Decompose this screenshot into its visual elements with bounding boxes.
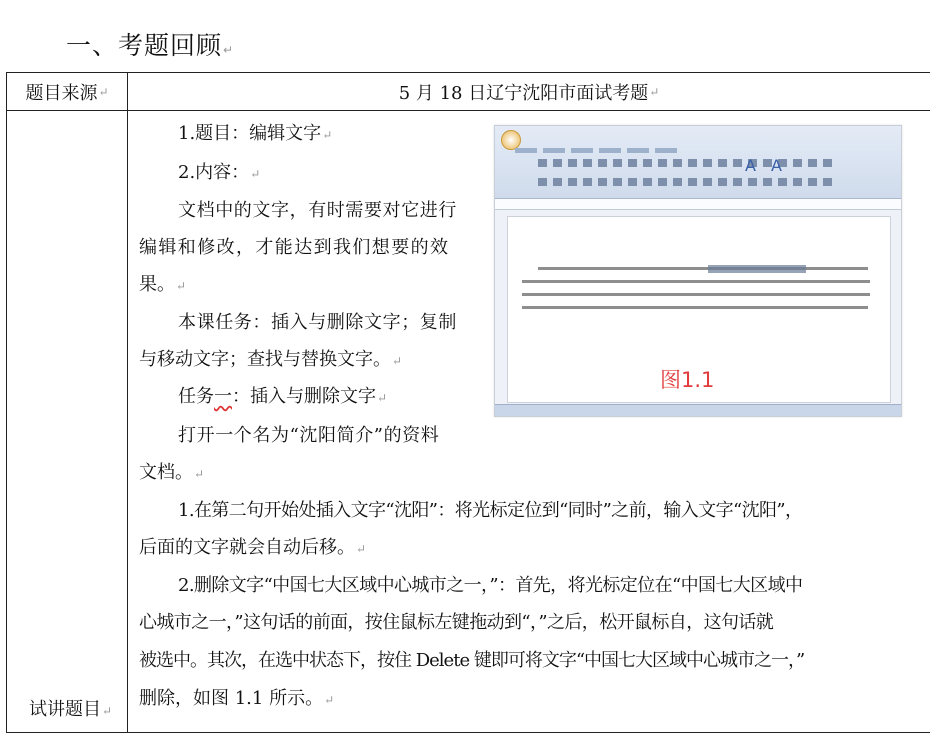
body-line: 与移动文字；查找与替换文字。↵ (139, 349, 403, 370)
ribbon-toolbar (495, 126, 901, 199)
body-line: 2.内容：↵ (178, 162, 261, 183)
body-line: 打开一个名为“沈阳简介”的资料 (178, 425, 440, 446)
body-line: 1.题目：编辑文字↵ (178, 123, 333, 144)
ribbon-tabs (515, 138, 715, 146)
body-line: 本课任务：插入与删除文字；复制 (178, 312, 457, 333)
style-a-icon: A (745, 156, 756, 175)
text-line (522, 293, 870, 296)
source-value-cell: 5 月 18 日辽宁沈阳市面试考题 ↵ (128, 73, 930, 111)
body-line: 心城市之一，”这句话的前面，按住鼠标左键拖动到“，”之后，松开鼠标自，这句话就 (139, 612, 774, 633)
body-line: 文档。↵ (139, 462, 205, 483)
ribbon-icons (535, 154, 835, 184)
body-line: 后面的文字就会自动后移。↵ (139, 537, 367, 558)
text-line (522, 280, 870, 283)
style-aa-icon: A (771, 156, 782, 175)
body-line: 文档中的文字，有时需要对它进行 (178, 200, 457, 221)
figure-caption: 图1.1 (660, 368, 715, 392)
body-line: 删除，如图 1.1 所示。↵ (139, 688, 335, 709)
text-line (538, 267, 868, 270)
text-line (522, 306, 868, 309)
word-screenshot-figure (494, 125, 902, 417)
section-heading: 一、考题回顾↵ (66, 31, 235, 60)
selected-text (708, 265, 806, 273)
body-line: 2.删除文字“中国七大区域中心城市之一，”：首先，将光标定位在“中国七大区域中 (178, 575, 803, 596)
body-line: 被选中。其次，在选中状态下，按住 Delete 键即可将文字“中国七大区域中心城市之一，” (139, 650, 805, 671)
body-line: 任务一：插入与删除文字↵ (178, 386, 388, 407)
ruler (495, 199, 901, 210)
body-line: 编辑和修改，才能达到我们想要的效 (139, 237, 450, 258)
topic-label-cell: 试讲题目↵ (7, 111, 128, 733)
body-line: 1.在第二句开始处插入文字“沈阳”：将光标定位到“同时”之前，输入文字“沈阳”， (178, 500, 803, 521)
source-label-cell: 题目来源 ↵ (7, 73, 128, 111)
body-line: 果。↵ (139, 274, 187, 295)
status-bar (495, 404, 901, 417)
